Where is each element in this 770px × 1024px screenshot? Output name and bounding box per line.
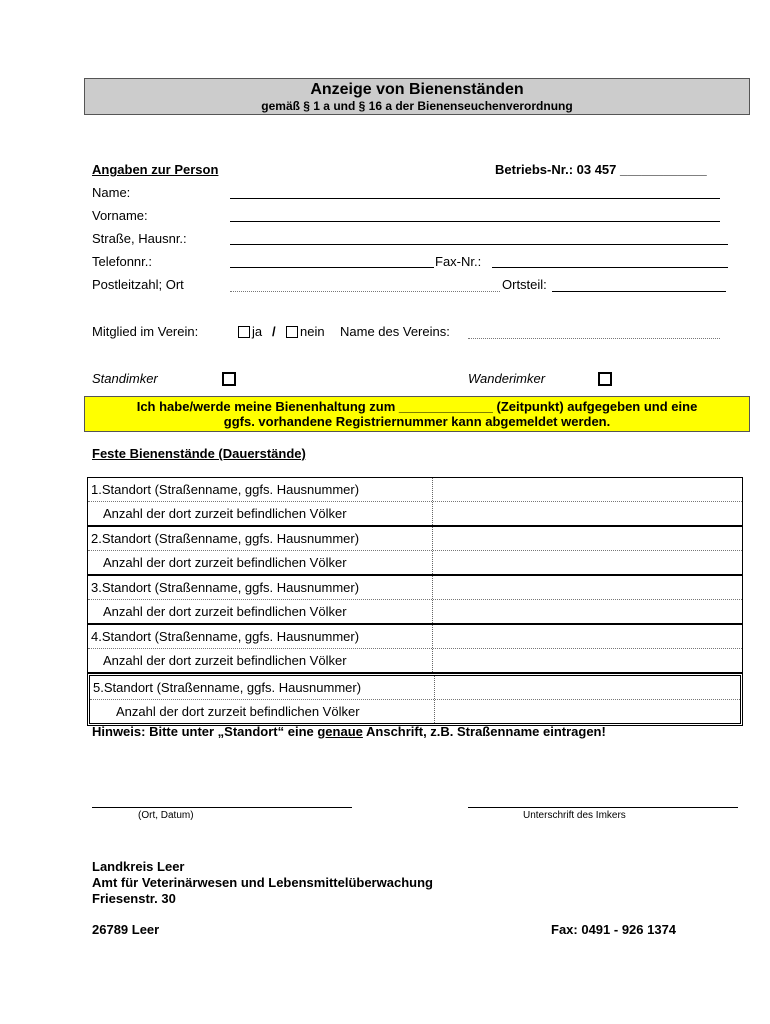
fax-number: Fax: 0491 - 926 1374 xyxy=(551,922,677,937)
strasse-label: Straße, Hausnr.: xyxy=(92,231,187,246)
mitglied-label: Mitglied im Verein: xyxy=(92,324,199,339)
standort-label: 4.Standort (Straßenname, ggfs. Hausnummer) xyxy=(91,629,360,644)
standort-label: 2.Standort (Straßenname, ggfs. Hausnummer) xyxy=(91,531,360,546)
standort-block-5 xyxy=(87,673,743,726)
standort-row[interactable] xyxy=(88,527,742,551)
staende-heading: Feste Bienenstände (Dauerstände) xyxy=(92,446,306,461)
verein-label: Name des Vereins: xyxy=(340,324,450,339)
address-line-3: Friesenstr. 30 xyxy=(92,891,176,906)
unterschrift-label: Unterschrift des Imkers xyxy=(523,810,626,821)
voelker-row[interactable] xyxy=(88,551,742,574)
verein-field[interactable] xyxy=(468,338,720,339)
voelker-label: Anzahl der dort zurzeit befindlichen Völker xyxy=(103,506,347,521)
fax-label: Fax-Nr.: xyxy=(435,254,482,269)
page-title: Anzeige von Bienenständen xyxy=(310,81,524,98)
plz-ort-field[interactable] xyxy=(230,291,500,292)
section-person-heading: Angaben zur Person xyxy=(92,162,219,177)
standort-block-4 xyxy=(87,624,743,673)
standimker-checkbox[interactable] xyxy=(222,372,236,386)
ort-datum-field[interactable] xyxy=(92,807,352,808)
standort-label: 3.Standort (Straßenname, ggfs. Hausnummer) xyxy=(91,580,360,595)
name-field[interactable] xyxy=(230,198,720,199)
ortsteil-label: Ortsteil: xyxy=(502,277,547,292)
nein-checkbox[interactable] xyxy=(286,326,298,338)
page-subtitle: gemäß § 1 a und § 16 a der Bienenseuchenverordnung xyxy=(261,99,573,113)
standort-row[interactable] xyxy=(88,478,742,502)
ja-checkbox[interactable] xyxy=(238,326,250,338)
voelker-row[interactable] xyxy=(88,502,742,525)
voelker-row[interactable] xyxy=(88,649,742,672)
standort-row[interactable] xyxy=(90,676,740,700)
telefon-field[interactable] xyxy=(230,267,434,268)
address-line-2: Amt für Veterinärwesen und Lebensmittelüberwachung xyxy=(92,875,433,890)
standort-label: 5.Standort (Straßenname, ggfs. Hausnummer) xyxy=(93,680,362,695)
standort-hint xyxy=(92,724,606,740)
notice-line-2: ggfs. vorhandene Registriernummer kann abgemeldet werden. xyxy=(223,414,611,429)
telefon-label: Telefonnr.: xyxy=(92,254,152,269)
ja-label: ja xyxy=(252,324,263,339)
notice-line-1: Ich habe/werde meine Bienenhaltung zum _____________ (Zeitpunkt) aufgegeben und eine xyxy=(136,399,698,414)
wanderimker-checkbox[interactable] xyxy=(598,372,612,386)
nein-label: nein xyxy=(300,324,325,339)
plz-label: Postleitzahl; Ort xyxy=(92,277,184,292)
voelker-label: Anzahl der dort zurzeit befindlichen Völker xyxy=(116,704,360,719)
address-city: 26789 Leer xyxy=(92,922,160,937)
name-label: Name: xyxy=(92,185,131,200)
hint-emphasis: genaue xyxy=(317,724,363,739)
ort-datum-label: (Ort, Datum) xyxy=(138,810,194,821)
voelker-row[interactable] xyxy=(90,700,740,723)
voelker-label: Anzahl der dort zurzeit befindlichen Völker xyxy=(103,555,347,570)
unterschrift-field[interactable] xyxy=(468,807,738,808)
betriebs-nr-label: Betriebs-Nr.: 03 457 ____________ xyxy=(495,162,707,177)
vorname-field[interactable] xyxy=(230,221,720,222)
voelker-label: Anzahl der dort zurzeit befindlichen Völker xyxy=(103,653,347,668)
vorname-label: Vorname: xyxy=(92,208,148,223)
ortsteil-field[interactable] xyxy=(552,291,726,292)
wanderimker-label: Wanderimker xyxy=(468,371,546,386)
slash-separator: / xyxy=(272,324,276,339)
address-line-1: Landkreis Leer xyxy=(92,859,185,874)
standort-row[interactable] xyxy=(88,625,742,649)
standort-label: 1.Standort (Straßenname, ggfs. Hausnummer) xyxy=(91,482,360,497)
standort-block-1 xyxy=(87,477,743,526)
voelker-row[interactable] xyxy=(88,600,742,623)
title-box xyxy=(84,78,750,115)
standort-block-3 xyxy=(87,575,743,624)
standort-row[interactable] xyxy=(88,576,742,600)
standimker-label: Standimker xyxy=(92,371,158,386)
abmeldung-notice xyxy=(84,396,750,432)
hint-prefix: Hinweis: Bitte unter „Standort“ eine xyxy=(92,724,318,739)
fax-field[interactable] xyxy=(492,267,728,268)
strasse-field[interactable] xyxy=(230,244,728,245)
standort-block-2 xyxy=(87,526,743,575)
hint-suffix: Anschrift, z.B. Straßenname eintragen! xyxy=(362,724,606,739)
voelker-label: Anzahl der dort zurzeit befindlichen Völker xyxy=(103,604,347,619)
